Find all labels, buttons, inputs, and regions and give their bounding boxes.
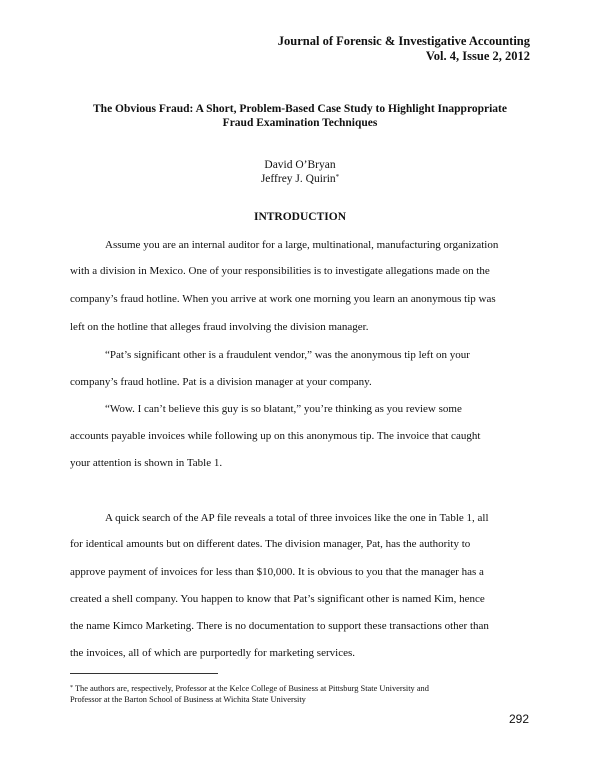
- journal-volume: Vol. 4, Issue 2, 2012: [425, 49, 530, 63]
- footnote-marker: *: [335, 173, 340, 181]
- body-line: left on the hotline that alleges fraud involving the division manager.: [70, 321, 369, 333]
- body-line: the name Kimco Marketing. There is no documentation to support these transactions other than: [70, 620, 489, 632]
- journal-name: Journal of Forensic & Investigative Accounting: [277, 34, 530, 48]
- author-1: [0, 158, 600, 172]
- body-line: “Pat’s significant other is a fraudulent vendor,” was the anonymous tip left on your: [105, 349, 470, 361]
- page-number: 292: [508, 712, 529, 726]
- body-line: company’s fraud hotline. When you arrive at work one morning you learn an anonymous tip was: [70, 293, 496, 305]
- footnote-marker: *: [70, 685, 73, 691]
- section-heading: INTRODUCTION: [253, 211, 346, 223]
- footnote-line-2: Professor at the Barton School of Business at Wichita State University: [70, 695, 306, 704]
- body-line: accounts payable invoices while following up on this anonymous tip. The invoice that caught: [70, 430, 481, 442]
- body-line: for identical amounts but on different dates. The division manager, Pat, has the authority to: [70, 538, 471, 550]
- footnote-divider: [70, 673, 218, 674]
- body-line: created a shell company. You happen to know that Pat’s significant other is named Kim, hence: [70, 593, 485, 605]
- body-line: with a division in Mexico. One of your responsibilities is to investigate allegations made on the: [70, 265, 490, 277]
- footnote-text: The authors are, respectively, Professor at the Kelce College of Business at Pittsburg State University and: [73, 684, 429, 693]
- paper-title-line-2: Fraud Examination Techniques: [222, 117, 378, 129]
- body-line: approve payment of invoices for less than $10,000. It is obvious to you that the manager has a: [70, 566, 484, 578]
- paper-title-line-1: The Obvious Fraud: A Short, Problem-Based Case Study to Highlight Inappropriate: [93, 103, 507, 115]
- author-1-name: David O’Bryan: [264, 159, 336, 171]
- body-line: company’s fraud hotline. Pat is a division manager at your company.: [70, 376, 372, 388]
- author-2-name: Jeffrey J. Quirin: [260, 173, 336, 185]
- footnote-line-1: [70, 684, 429, 694]
- body-line: “Wow. I can’t believe this guy is so blatant,” you’re thinking as you review some: [105, 403, 462, 415]
- body-line: A quick search of the AP file reveals a total of three invoices like the one in Table 1, all: [105, 512, 489, 524]
- body-line: the invoices, all of which are purportedly for marketing services.: [70, 647, 355, 659]
- body-line: your attention is shown in Table 1.: [70, 457, 223, 469]
- author-2: [0, 172, 600, 186]
- body-line: Assume you are an internal auditor for a large, multinational, manufacturing organization: [105, 239, 499, 251]
